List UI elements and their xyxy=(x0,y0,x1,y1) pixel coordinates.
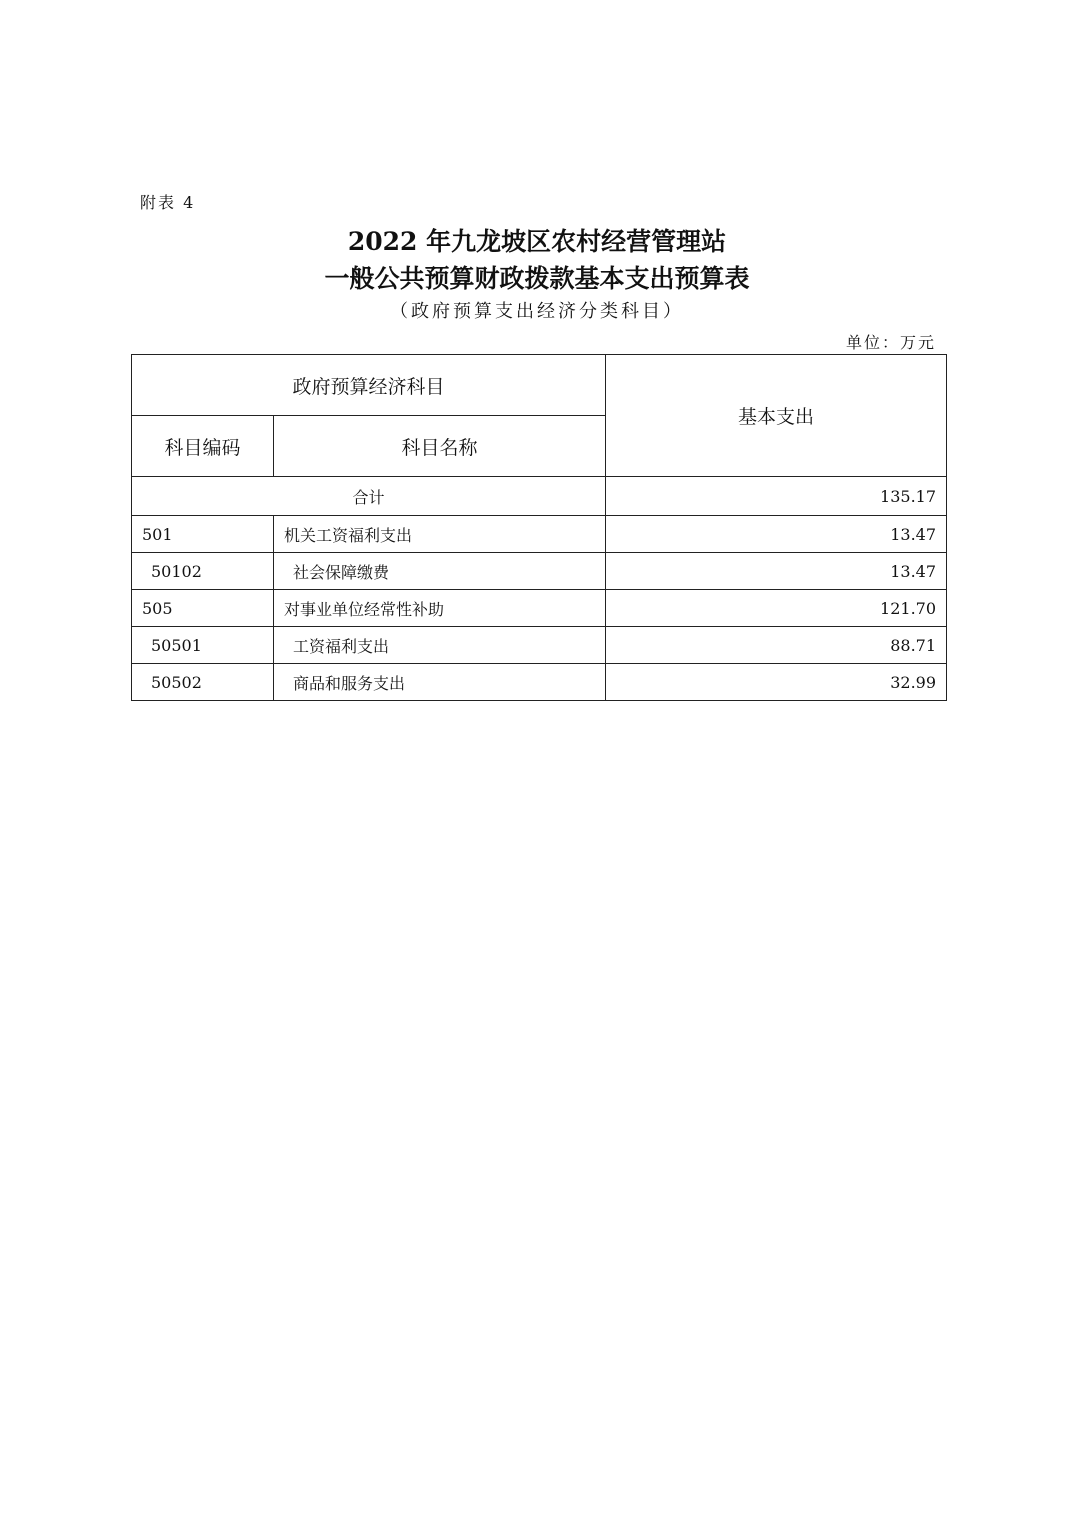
document-title-line1: 2022 年九龙坡区农村经营管理站 xyxy=(347,227,727,256)
row-code: 505 xyxy=(132,590,274,627)
total-label: 合计 xyxy=(132,477,606,516)
row-amount: 88.71 xyxy=(606,627,947,664)
table-row xyxy=(132,590,947,627)
total-row xyxy=(132,477,947,516)
amount-column-header: 基本支出 xyxy=(606,355,947,477)
group-header: 政府预算经济科目 xyxy=(132,355,606,416)
attachment-label: 附表 4 xyxy=(140,193,196,212)
row-name: 对事业单位经常性补助 xyxy=(274,590,606,627)
row-code: 501 xyxy=(132,516,274,553)
row-amount: 13.47 xyxy=(606,516,947,553)
unit-label: 单位：万元 xyxy=(845,333,936,352)
row-name: 机关工资福利支出 xyxy=(274,516,606,553)
row-code: 50501 xyxy=(132,627,274,664)
row-code: 50502 xyxy=(132,664,274,701)
row-name: 商品和服务支出 xyxy=(274,664,606,701)
row-name: 社会保障缴费 xyxy=(274,553,606,590)
budget-table xyxy=(131,354,947,701)
total-value: 135.17 xyxy=(606,477,947,516)
row-code: 50102 xyxy=(132,553,274,590)
document-title-line2: 一般公共预算财政拨款基本支出预算表 xyxy=(324,264,750,293)
document-subtitle: （政府预算支出经济分类科目） xyxy=(390,301,684,322)
table-row xyxy=(132,516,947,553)
row-amount: 121.70 xyxy=(606,590,947,627)
row-amount: 32.99 xyxy=(606,664,947,701)
name-column-header: 科目名称 xyxy=(274,416,606,477)
table-row xyxy=(132,627,947,664)
table-header-row-1 xyxy=(132,355,947,416)
row-name: 工资福利支出 xyxy=(274,627,606,664)
code-column-header: 科目编码 xyxy=(132,416,274,477)
row-amount: 13.47 xyxy=(606,553,947,590)
table-row xyxy=(132,664,947,701)
table-row xyxy=(132,553,947,590)
